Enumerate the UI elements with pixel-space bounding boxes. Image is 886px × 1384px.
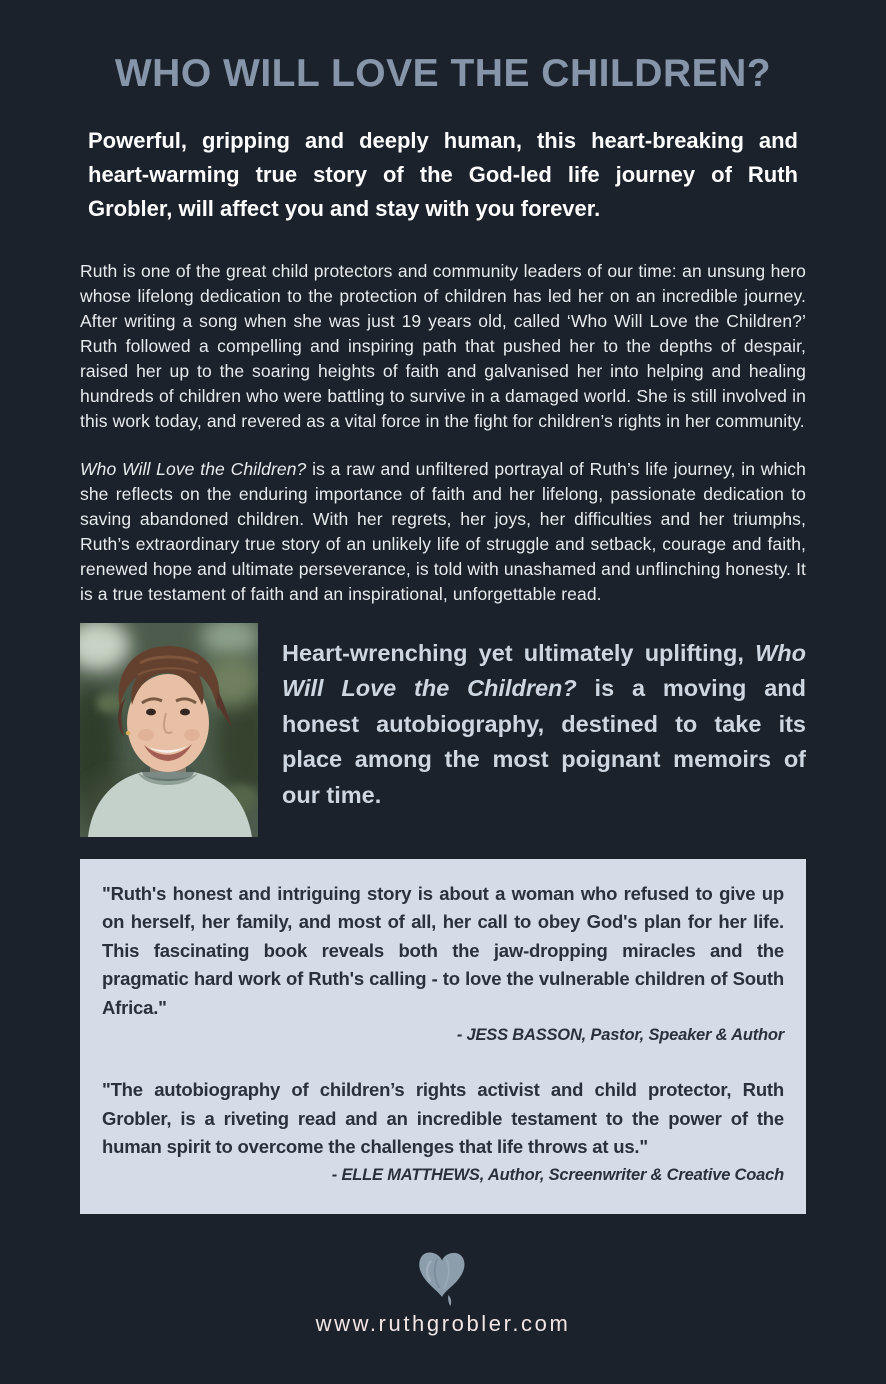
testimonial-attribution-1: - JESS BASSON, Pastor, Speaker & Author bbox=[456, 1026, 784, 1045]
editorial-quote bbox=[282, 636, 806, 814]
author-photo bbox=[80, 623, 258, 837]
testimonial-quote-1: "Ruth's honest and intriguing story is about a woman who refused to give up on herself, her family, and most of all, her call to obey God's plan for her life. This fascinating book reveals both the jaw-dropping miracles and the pragmatic hard work of Ruth's calling - to love the vulnerable children of South Africa." bbox=[102, 882, 784, 1018]
synopsis-paragraph-2-text: is a raw and unfiltered portrayal of Ruth’s life journey, in which she reflects on the enduring importance of faith and her lifelong, passionate dedication to saving abandoned children. With her regrets, her joys, her difficulties and her triumphs, Ruth’s extraordinary true story of an unlikely life of struggle and setback, courage and faith, renewed hope and ultimate perseverance, is told with unashamed and unflinching honesty. It is a true testament of faith and an inspirational, unforgettable read. bbox=[80, 458, 806, 604]
synopsis-paragraph-2 bbox=[80, 457, 806, 607]
synopsis-paragraph-1: Ruth is one of the great child protectors and community leaders of our time: an unsung hero whose lifelong dedication to the protection of children has led her on an incredible journey. After writing a song when she was just 19 years old, called ‘Who Will Love the Children?’ Ruth followed a compelling and inspiring path that pushed her to the depths of despair, raised her up to the soaring heights of faith and galvanised her into helping and healing hundreds of children who were battling to survive in a damaged world. She is still involved in this work today, and revered as a vital force in the fight for children’s rights in her community. bbox=[80, 260, 806, 431]
testimonial-quote-2: "The autobiography of children’s rights activist and child protector, Ruth Grobler, is a riveting read and an incredible testament to the power of the human spirit to overcome the challenges that life throws at us." bbox=[102, 1079, 784, 1158]
editorial-quote-pre: Heart-wrenching yet ultimately uplifting, bbox=[282, 639, 756, 666]
book-title-italic: Who Will Love the Children? bbox=[80, 458, 307, 479]
editorial-book-title-italic: Who Will Love the Children? bbox=[282, 639, 806, 702]
testimonials-box bbox=[80, 859, 806, 1214]
website-url: www.ruthgrobler.com bbox=[315, 1310, 571, 1336]
tagline: Powerful, gripping and deeply human, this heart-breaking and heart-warming true story of the God-led life journey of Ruth Grobler, will affect you and stay with you forever. bbox=[88, 127, 798, 221]
painted-heart-icon bbox=[414, 1247, 472, 1307]
author-section bbox=[80, 623, 806, 837]
page-title: WHO WILL LOVE THE CHILDREN? bbox=[114, 52, 772, 95]
author-portrait-image bbox=[80, 623, 258, 837]
footer bbox=[80, 1247, 806, 1337]
editorial-quote-post: is a moving and honest autobiography, destined to take its place among the most poignant memoirs of our time. bbox=[282, 675, 806, 808]
testimonial-attribution-2: - ELLE MATTHEWS, Author, Screenwriter & Creative Coach bbox=[331, 1165, 784, 1184]
